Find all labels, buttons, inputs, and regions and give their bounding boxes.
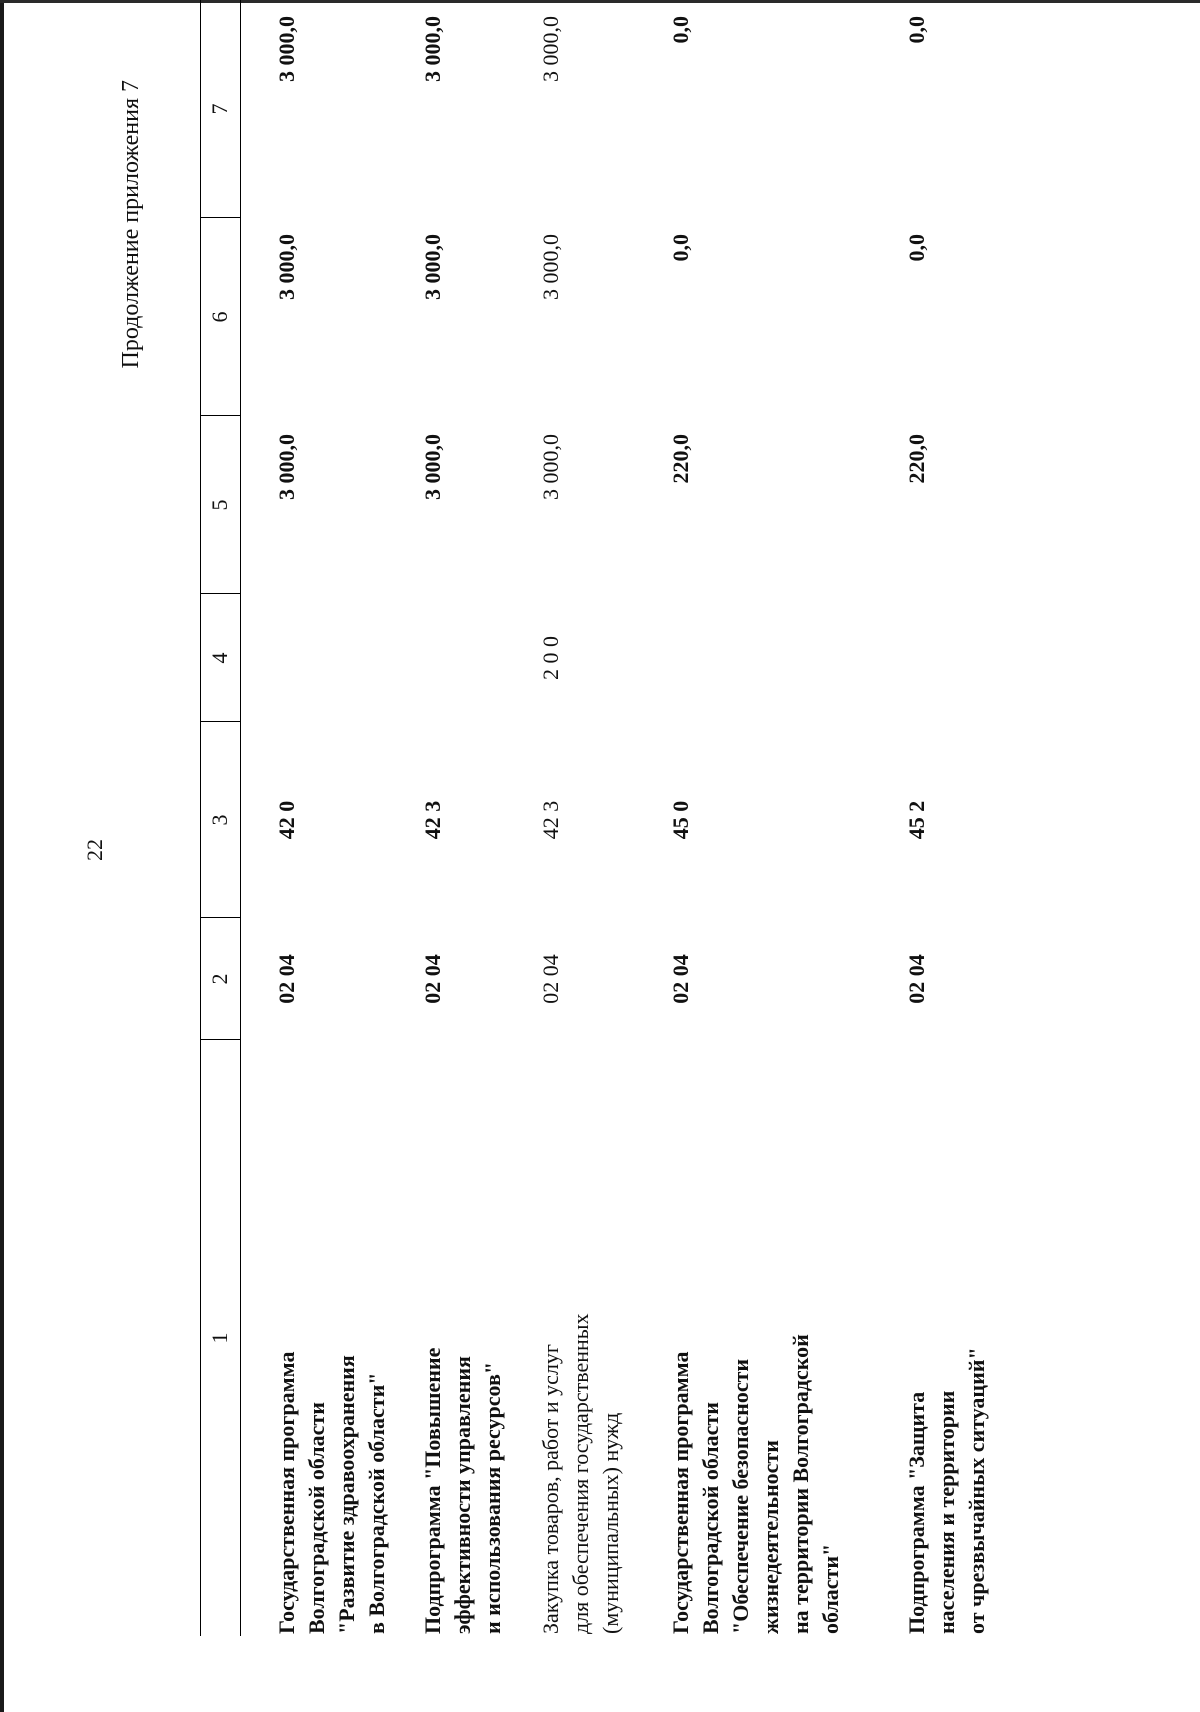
amount-col5: 3 000,0 — [274, 434, 299, 500]
program-code: 42 3 — [420, 800, 445, 840]
amount-col7: 3 000,0 — [274, 16, 299, 82]
table-column-headers — [200, 0, 240, 1712]
column-header: 1 — [207, 1332, 232, 1344]
column-header: 3 — [207, 814, 232, 826]
section-code: 02 04 — [420, 954, 445, 1004]
program-code: 42 0 — [274, 800, 299, 840]
column-header: 5 — [207, 499, 232, 511]
amount-col7: 3 000,0 — [420, 16, 445, 82]
expense-type-code: 2 0 0 — [538, 636, 563, 680]
row-name: Подпрограмма "Повышение эффективности управления и использования ресурсов" — [420, 1347, 505, 1634]
section-code: 02 04 — [904, 954, 929, 1004]
column-header: 6 — [207, 311, 232, 323]
column-header: 2 — [207, 973, 232, 985]
amount-col7: 3 000,0 — [538, 16, 563, 82]
amount-col6: 3 000,0 — [274, 234, 299, 300]
amount-col7: 0,0 — [668, 16, 693, 44]
amount-col6: 3 000,0 — [538, 234, 563, 300]
section-code: 02 04 — [274, 954, 299, 1004]
section-code: 02 04 — [538, 954, 563, 1004]
amount-col6: 3 000,0 — [420, 234, 445, 300]
section-code: 02 04 — [668, 954, 693, 1004]
appendix-caption: Продолжение приложения 7 — [118, 80, 144, 369]
program-code: 45 2 — [904, 800, 929, 840]
table-header-rule — [240, 0, 241, 1636]
amount-col5: 220,0 — [668, 434, 693, 484]
amount-col6: 0,0 — [668, 234, 693, 262]
column-header: 7 — [207, 103, 232, 115]
row-name: Государственная программа Волгоградской области "Обеспечение безопасности жизнедеятельности на территории Волгоградской области" — [668, 1334, 843, 1634]
amount-col5: 3 000,0 — [420, 434, 445, 500]
program-code: 42 3 — [538, 800, 563, 840]
column-header: 4 — [207, 652, 232, 664]
amount-col5: 3 000,0 — [538, 434, 563, 500]
row-name: Государственная программа Волгоградской области "Развитие здравоохранения в Волгоградской области" — [274, 1351, 389, 1634]
program-code: 45 0 — [668, 800, 693, 840]
amount-col5: 220,0 — [904, 434, 929, 484]
row-name: Подпрограмма "Защита населения и территории от чрезвычайных ситуаций" — [904, 1347, 989, 1634]
amount-col6: 0,0 — [904, 234, 929, 262]
row-name: Закупка товаров, работ и услуг для обеспечения государственных (муниципальных) нужд — [538, 1313, 623, 1634]
amount-col7: 0,0 — [904, 16, 929, 44]
page-number: 22 — [82, 839, 107, 861]
